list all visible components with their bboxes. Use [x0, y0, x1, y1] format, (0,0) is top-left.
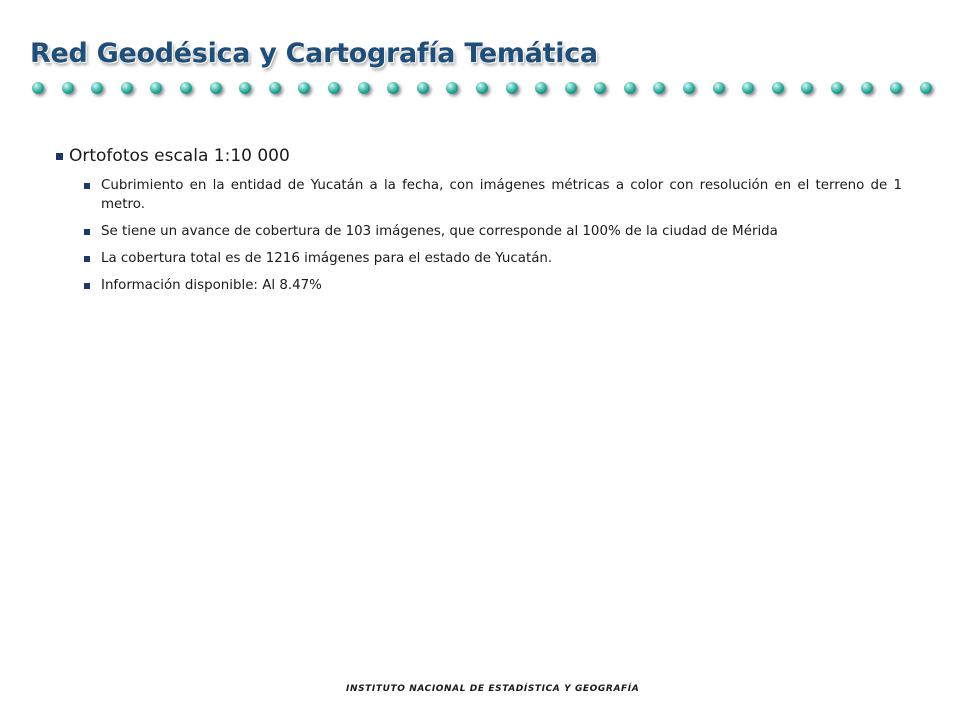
- divider-dot: [91, 82, 103, 94]
- divider-dot: [476, 82, 488, 94]
- divider-dot: [62, 82, 74, 94]
- list-item: [84, 222, 902, 241]
- square-bullet-icon: [84, 256, 90, 262]
- square-bullet-icon: [84, 229, 90, 235]
- divider-dot: [683, 82, 695, 94]
- list-item: [84, 276, 902, 295]
- section-heading-text: Ortofotos escala 1:10 000: [69, 146, 290, 166]
- divider-dot: [920, 82, 932, 94]
- list-item: [84, 249, 902, 268]
- slide-title: Red Geodésica y Cartografía Temática: [30, 38, 598, 69]
- list-item-text: Se tiene un avance de cobertura de 103 imágenes, que corresponde al 100% de la ciudad de Mérida: [101, 224, 778, 239]
- list-item-text: La cobertura total es de 1216 imágenes para el estado de Yucatán.: [101, 251, 553, 266]
- divider-dot: [772, 82, 784, 94]
- divider-dot: [298, 82, 310, 94]
- divider-dot: [121, 82, 133, 94]
- list-item-text: Cubrimiento en la entidad de Yucatán a la fecha, con imágenes métricas a color con resolución en el terreno de 1 metro.: [101, 178, 902, 212]
- list-item-text: Información disponible: Al 8.47%: [101, 278, 322, 293]
- footer-institution: INSTITUTO NACIONAL DE ESTADÍSTICA Y GEOGRAFÍA: [346, 684, 640, 694]
- divider-dot: [358, 82, 370, 94]
- divider-dot: [150, 82, 162, 94]
- divider-dot: [210, 82, 222, 94]
- square-bullet-icon: [84, 283, 90, 289]
- divider-dot: [713, 82, 725, 94]
- list-item: [84, 176, 902, 214]
- divider-dot: [506, 82, 518, 94]
- divider-dot: [831, 82, 843, 94]
- divider-dot: [653, 82, 665, 94]
- divider-dot: [239, 82, 251, 94]
- bullet-list: [56, 176, 902, 295]
- divider-dot: [180, 82, 192, 94]
- divider-dot: [32, 82, 44, 94]
- section-heading: [56, 146, 902, 166]
- square-bullet-icon: [56, 153, 63, 160]
- divider-dot: [801, 82, 813, 94]
- divider-dot: [861, 82, 873, 94]
- divider-dot: [328, 82, 340, 94]
- divider-dot: [565, 82, 577, 94]
- title-dot-divider: [32, 78, 932, 98]
- divider-dot: [624, 82, 636, 94]
- divider-dot: [742, 82, 754, 94]
- divider-dot: [594, 82, 606, 94]
- divider-dot: [535, 82, 547, 94]
- divider-dot: [387, 82, 399, 94]
- divider-dot: [269, 82, 281, 94]
- slide-content: [56, 146, 902, 303]
- divider-dot: [890, 82, 902, 94]
- divider-dot: [417, 82, 429, 94]
- divider-dot: [446, 82, 458, 94]
- square-bullet-icon: [84, 183, 90, 189]
